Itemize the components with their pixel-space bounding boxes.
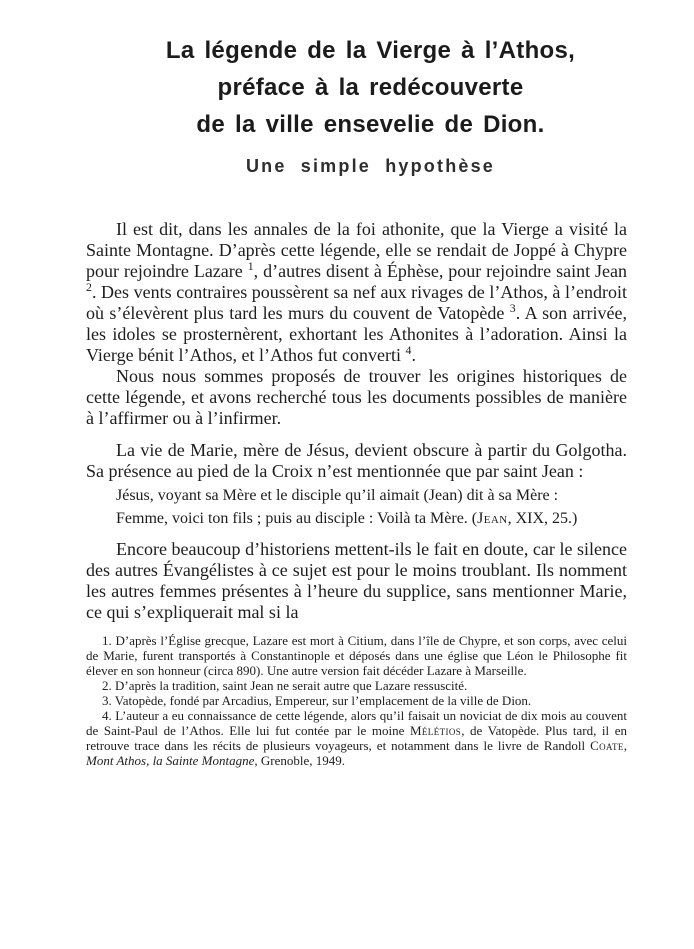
text-segment: 2. D’après la tradition, saint Jean ne serait autre que Lazare ressuscité.: [102, 678, 468, 693]
text-segment: , d’autres disent à Éphèse, pour rejoindre saint Jean: [253, 261, 627, 281]
text-segment: 3. Vatopède, fondé par Arcadius, Empereur, sur l’emplacement de la ville de Dion.: [102, 693, 532, 708]
footnotes: [86, 633, 627, 768]
page-content: [86, 0, 627, 768]
chapter-subtitle: Une simple hypothèse: [245, 156, 496, 176]
text-segment: . A son arrivée, les idoles se prosternèrent, exhortant les Athonites à l’adoration. Ainsi la Vierge bénit l’Athos, et l’Athos fut converti: [86, 303, 627, 365]
text-segment: , XIX, 25.): [507, 510, 578, 527]
text-segment: Nous nous sommes proposés de trouver les origines historiques de cette légende, et avons recherché tous les documents possibles de manière à l’affirmer ou à l’infirmer.: [86, 366, 627, 428]
quote-paragraph: [86, 486, 627, 505]
quote-paragraph: [86, 509, 627, 528]
title-line-3: de la ville ensevelie de Dion.: [196, 111, 545, 138]
footnote-reference: 4: [405, 343, 412, 357]
paragraph: [86, 539, 627, 623]
footnote-reference: 2: [86, 280, 92, 294]
text-segment: , de Vatopède. Plus tard, il en retrouve trace dans les récits de plusieurs voyageurs, et notamment dans le livre de Randoll: [86, 723, 627, 753]
footnote-reference: 3: [509, 301, 516, 315]
text-segment: Mont Athos, la Sainte Montagne: [86, 753, 255, 768]
text-segment: Jésus, voyant sa Mère et le disciple qu’il aimait (Jean) dit à sa Mère :: [116, 487, 559, 504]
text-segment: Il est dit, dans les annales de la foi athonite, que la Vierge a visité la Sainte Montagne. D’après cette légende, elle se rendait de Joppé à Chypre pour rejoindre Lazare: [86, 219, 627, 281]
paragraph: [86, 440, 627, 482]
text-segment: .: [411, 345, 416, 365]
title-line-2: préface à la redécouverte: [217, 74, 524, 101]
footnote: [86, 708, 627, 768]
paragraph: [86, 219, 627, 366]
footnote: [86, 678, 627, 693]
body-text: [86, 219, 627, 623]
chapter-title: [100, 0, 641, 177]
text-segment: . Des vents contraires poussèrent sa nef aux rivages de l’Athos, à l’endroit où s’élevèrent plus tard les murs du couvent de Vatopède: [86, 282, 627, 323]
text-segment: Femme, voici ton fils ; puis au disciple : Voilà ta Mère. (: [116, 510, 478, 527]
footnote-reference: 1: [247, 259, 254, 273]
text-segment: Jean: [477, 510, 508, 527]
paragraph: [86, 366, 627, 429]
text-segment: Encore beaucoup d’historiens mettent-ils le fait en doute, car le silence des autres Évangélistes à ce sujet est pour le moins troublant. Ils nomment les autres femmes présentes à l’heure du supplice, sans mentionner Marie, ce qui s’expliquerait mal si la: [86, 539, 627, 622]
footnote: [86, 633, 627, 678]
text-segment: 1. D’après l’Église grecque, Lazare est mort à Citium, dans l’île de Chypre, et son corps, avec celui de Marie, furent transportés à Constantinople et déposés dans une église que Léon le Philosophe fit élever en son honneur (circa 890). Une autre version fait décéder Lazare à Marseille.: [86, 633, 627, 678]
text-segment: Coate: [590, 738, 624, 753]
footnote: [86, 693, 627, 708]
text-segment: Mélétios: [409, 723, 462, 738]
text-segment: , Grenoble, 1949.: [254, 753, 346, 768]
text-segment: La vie de Marie, mère de Jésus, devient obscure à partir du Golgotha. Sa présence au pied de la Croix n’est mentionnée que par saint Jean :: [86, 440, 627, 481]
text-segment: ,: [623, 738, 627, 753]
text-segment: 4. L’auteur a eu connaissance de cette légende, alors qu’il faisait un noviciat de dix mois au couvent de Saint-Paul de l’Athos. Elle lui fut contée par le moine: [86, 708, 627, 738]
title-line-1: La légende de la Vierge à l’Athos,: [165, 37, 576, 64]
